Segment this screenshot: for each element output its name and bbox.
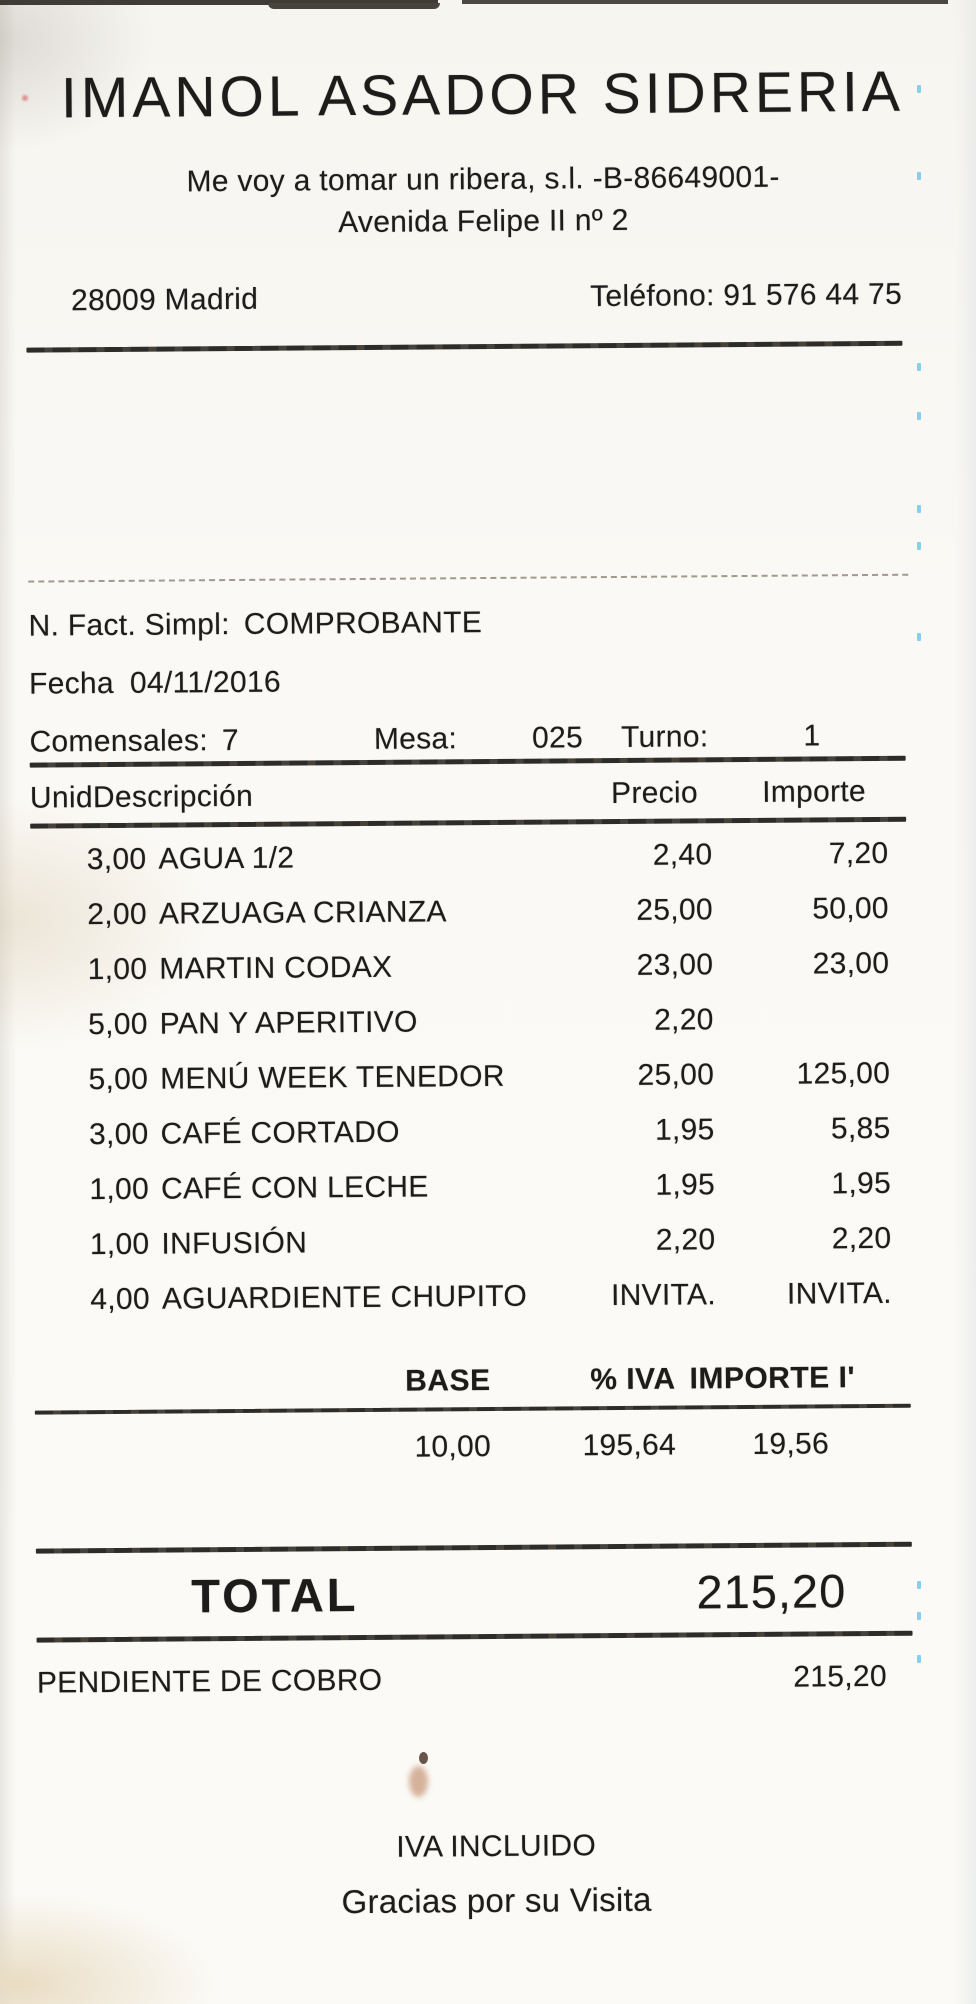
tax-header-iva-pct: % IVA xyxy=(590,1362,676,1397)
items-list xyxy=(0,837,976,1317)
col-header-amount: Importe xyxy=(761,775,867,809)
pending-row xyxy=(7,1659,976,1701)
edge-mark xyxy=(917,633,921,641)
date-value: 04/11/2016 xyxy=(129,665,281,700)
edge-mark xyxy=(917,505,921,513)
tax-iva-amount-value: 19,56 xyxy=(752,1427,830,1461)
item-price: 2,20 xyxy=(655,1223,716,1257)
item-description: ARZUAGA CRIANZA xyxy=(158,895,447,931)
item-description: CAFÉ CORTADO xyxy=(160,1115,400,1151)
total-divider-top xyxy=(36,1542,912,1554)
item-qty: 3,00 xyxy=(86,842,147,877)
item-qty: 2,00 xyxy=(87,897,148,932)
invoice-number-row xyxy=(0,601,975,645)
items-header-divider xyxy=(30,817,906,829)
edge-mark xyxy=(917,85,921,93)
item-amount: 50,00 xyxy=(812,891,889,926)
postal-city: 28009 Madrid xyxy=(70,282,259,318)
item-price: 2,20 xyxy=(653,1003,714,1037)
section-divider-dashed xyxy=(28,574,908,583)
edge-mark xyxy=(917,1612,921,1620)
edge-mark xyxy=(917,1655,921,1663)
tax-header-iva-amount: IMPORTE I' xyxy=(689,1361,856,1396)
item-amount: 125,00 xyxy=(796,1056,891,1091)
total-divider-bottom xyxy=(37,1631,913,1643)
item-price: 25,00 xyxy=(637,1058,715,1092)
item-description: MARTIN CODAX xyxy=(159,950,393,986)
item-qty: 1,00 xyxy=(89,1227,150,1262)
total-value: 215,20 xyxy=(696,1564,847,1619)
item-description: CAFÉ CON LECHE xyxy=(160,1170,429,1206)
shift-value: 1 xyxy=(803,719,821,753)
diners-table-shift-row xyxy=(0,717,976,761)
invoice-number-label: N. Fact. Simpl: xyxy=(28,608,230,643)
item-description: INFUSIÓN xyxy=(161,1226,308,1261)
diners-value: 7 xyxy=(221,723,240,758)
item-amount: 5,85 xyxy=(830,1111,891,1146)
item-description: AGUA 1/2 xyxy=(158,841,295,876)
edge-mark xyxy=(917,363,921,371)
total-label: TOTAL xyxy=(191,1568,359,1623)
edge-mark xyxy=(917,1581,921,1589)
tax-header-row xyxy=(4,1359,976,1403)
tax-base-value: 10,00 xyxy=(414,1429,492,1464)
item-qty: 5,00 xyxy=(88,1007,148,1042)
item-price: INVITA. xyxy=(610,1278,717,1313)
item-description: MENÚ WEEK TENEDOR xyxy=(160,1059,505,1096)
stain-smudge xyxy=(409,1766,428,1797)
table-label: Mesa: xyxy=(373,722,458,756)
col-header-description: Descripción xyxy=(92,779,254,815)
col-header-price: Precio xyxy=(610,776,699,811)
pending-value: 215,20 xyxy=(793,1659,888,1694)
pending-label: PENDIENTE DE COBRO xyxy=(36,1663,383,1700)
item-price: 1,95 xyxy=(655,1168,716,1202)
item-amount: 2,20 xyxy=(831,1221,892,1256)
tax-header-base: BASE xyxy=(405,1363,491,1398)
edge-mark xyxy=(917,412,921,420)
shift-label: Turno: xyxy=(620,720,709,754)
item-qty: 1,00 xyxy=(87,952,148,987)
item-row xyxy=(1,947,976,987)
item-row xyxy=(4,1277,976,1317)
total-row xyxy=(6,1562,976,1626)
date-label: Fecha xyxy=(28,666,115,701)
tax-divider xyxy=(35,1404,911,1415)
item-amount: 1,95 xyxy=(831,1166,892,1201)
item-row xyxy=(1,892,976,932)
table-value: 025 xyxy=(531,721,584,755)
city-phone-row xyxy=(0,276,972,320)
edge-mark xyxy=(917,542,921,550)
item-row xyxy=(2,1057,976,1097)
item-description: PAN Y APERITIVO xyxy=(159,1005,418,1041)
tax-values-row xyxy=(5,1425,976,1469)
footer-tax-note: IVA INCLUIDO xyxy=(396,1829,597,1864)
stain-speck xyxy=(22,95,28,101)
tax-iva-pct-value: 195,64 xyxy=(582,1428,677,1463)
phone-number: Teléfono: 91 576 44 75 xyxy=(590,277,903,314)
item-qty: 3,00 xyxy=(88,1117,149,1152)
edge-mark xyxy=(917,172,921,180)
invoice-number-value: COMPROBANTE xyxy=(243,606,483,641)
col-header-qty: Unid. xyxy=(29,781,102,815)
item-row xyxy=(3,1222,976,1262)
diners-label: Comensales: xyxy=(29,724,209,759)
item-row xyxy=(0,837,976,877)
footer-thanks: Gracias por su Visita xyxy=(341,1880,652,1921)
item-qty: 5,00 xyxy=(88,1062,149,1097)
item-price: 23,00 xyxy=(636,948,714,982)
item-qty: 4,00 xyxy=(90,1282,151,1317)
item-price: 1,95 xyxy=(654,1113,715,1147)
item-price: 2,40 xyxy=(652,838,713,872)
item-description: AGUARDIENTE CHUPITO xyxy=(161,1279,528,1316)
header-divider xyxy=(26,341,902,353)
item-amount: 23,00 xyxy=(812,946,890,981)
company-registration-line: Me voy a tomar un ribera, s.l. -B-86649001- xyxy=(186,160,780,199)
item-row xyxy=(2,1112,976,1152)
item-row xyxy=(3,1167,976,1207)
business-name: IMANOL ASADOR SIDRERIA xyxy=(60,59,905,131)
item-amount: INVITA. xyxy=(786,1276,893,1311)
address-line: Avenida Felipe II nº 2 xyxy=(338,203,629,240)
items-header-row xyxy=(0,772,976,818)
item-amount xyxy=(726,1003,908,1036)
item-qty: 1,00 xyxy=(89,1172,150,1207)
item-price: 25,00 xyxy=(636,893,713,927)
item-amount: 7,20 xyxy=(828,836,889,871)
date-row xyxy=(0,659,975,703)
item-row xyxy=(2,1002,976,1042)
stain-dot xyxy=(419,1752,428,1764)
